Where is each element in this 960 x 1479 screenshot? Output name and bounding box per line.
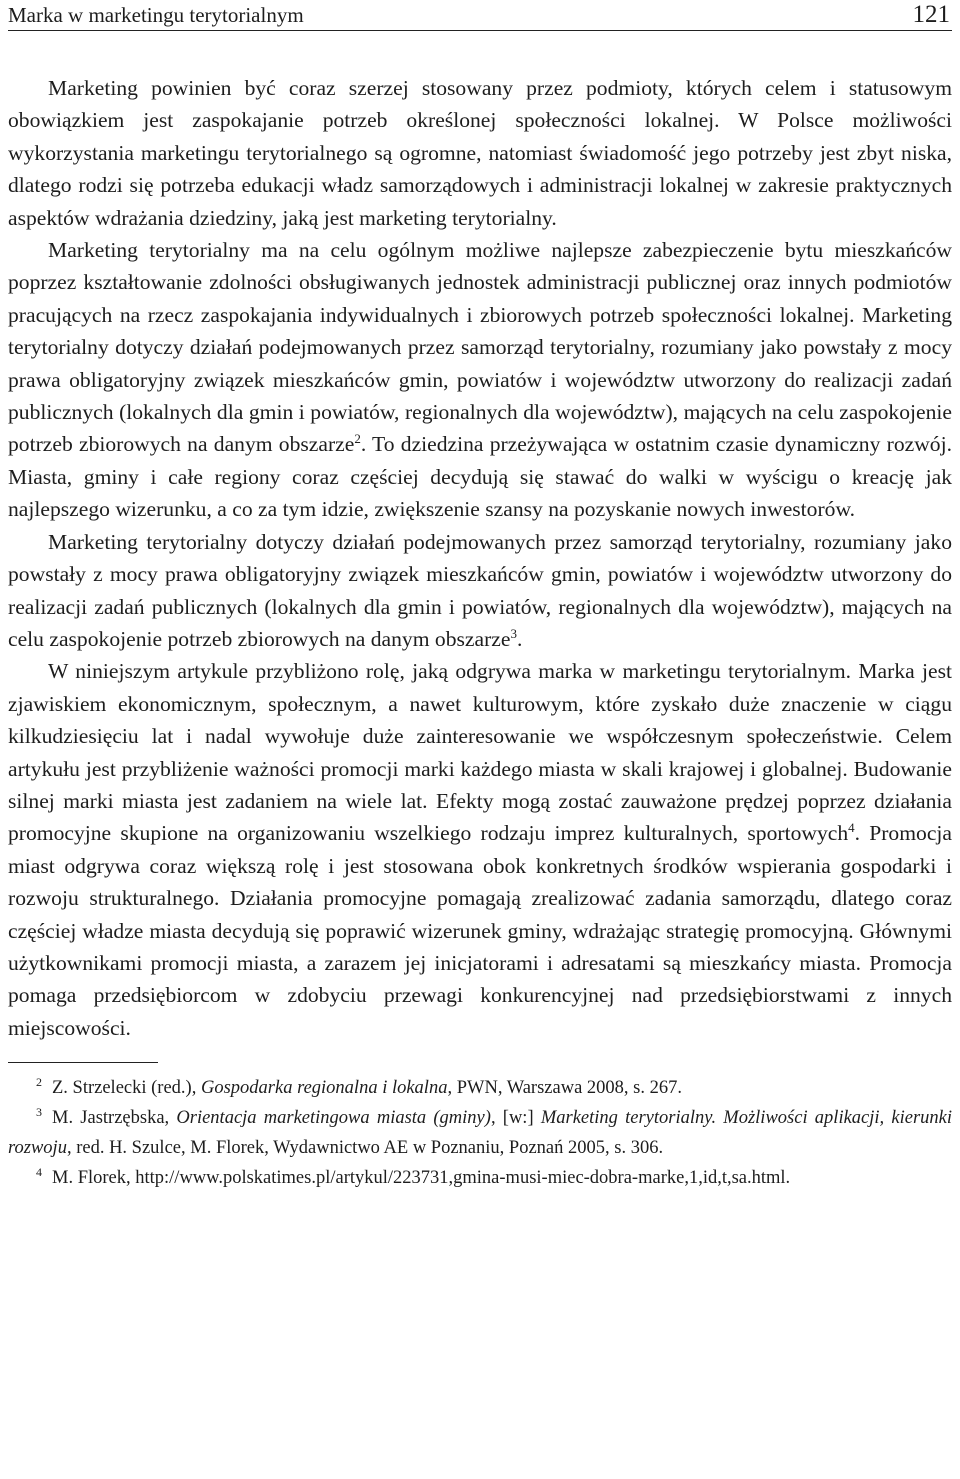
footnote-ref: 2	[36, 1075, 42, 1090]
italic-title: Marketing terytorialny. Możliwości aplikacji, kierunki rozwoju	[8, 1108, 952, 1159]
paragraph-1	[8, 72, 952, 234]
text-run: Marketing powinien być coraz szerzej stosowany przez podmioty, których celem i statusowym obowiązkiem jest zaspokajanie potrzeb określonej społeczności lokalnej. W Polsce możliwości wykorzystania marketingu terytorialnego są ogromne, natomiast świadomość jego potrzeby jest zbyt niska, dlatego rodzi się potrzeba edukacji władz samorządowych i administracji lokalnej w zakresie praktycznych aspektów wdrażania dziedziny, jaką jest marketing terytorialny.	[8, 76, 952, 230]
italic-title: Orientacja marketingowa miasta (gminy)	[176, 1108, 491, 1129]
footnotes	[8, 1073, 952, 1193]
text-run: .	[516, 626, 523, 651]
footnote-ref: 2	[354, 431, 361, 447]
text-run: Marketing terytorialny dotyczy działań podejmowanych przez samorząd terytorialny, rozumiany jako powstały z mocy prawa obligatoryjny związek mieszkańców gmin, powiatów i województw utworzony do realizacji zadań publicznych (lokalnych dla gmin i powiatów, regionalnych dla województw), mających na celu zaspokojenie potrzeb zbiorowych na danym obszarze	[8, 529, 952, 651]
text-run: Z. Strzelecki (red.),	[52, 1078, 201, 1099]
text-run: . To dziedzina przeżywająca w ostatnim czasie dynamiczny rozwój. Miasta, gminy i całe regiony coraz częściej decydują się stawać do walki w wyścigu o kreację jak najlepszego wizerunku, a co za tym idzie, zwiększenie szansy na pozyskanie nowych inwestorów.	[8, 432, 952, 522]
footnote-ref: 4	[36, 1165, 42, 1180]
text-run: W niniejszym artykule przybliżono rolę, jaką odgrywa marka w marketingu terytorialnym. Marka jest zjawiskiem ekonomicznym, społecznym, a nawet kulturowym, które zyskało duże znaczenie w ciągu kilkudziesięciu lat i nadal wywołuje duże zainteresowanie we współczesnym społeczeństwie. Celem artykułu jest przybliżenie ważności promocji marki każdego miasta w skali krajowej i globalnej. Budowanie silnej marki miasta jest zadaniem na wiele lat. Efekty mogą zostać zauważone prędzej poprzez działania promocyjne skupione na organizowaniu wszelkiego rodzaju imprez kulturalnych, sportowych	[8, 659, 952, 846]
paragraph-2	[8, 234, 952, 526]
footnote-2	[8, 1073, 952, 1103]
body-text	[8, 72, 952, 1044]
running-header	[8, 0, 952, 31]
text-run: , [w:]	[490, 1108, 541, 1129]
text-run: , PWN, Warszawa 2008, s. 267.	[447, 1078, 682, 1099]
italic-title: Gospodarka regionalna i lokalna	[200, 1078, 448, 1099]
footnote-3	[8, 1103, 952, 1163]
text-run: . Promocja miast odgrywa coraz większą rolę i jest stosowana obok konkretnych środków wspierania gospodarki i rozwoju strukturalnego. Działania promocyjne pomagają zrealizować zadania samorządu, dlatego coraz częściej władze miasta decydują się poprawić wizerunek gminy, wdrażając strategię promocyjną. Głównymi użytkownikami promocji miasta, a zarazem jej inicjatorami i adresatami są mieszkańcy miasta. Promocja pomaga przedsiębiorcom w zdobyciu przewagi konkurencyjnej nad przedsiębiorstwami z innych miejscowości.	[8, 821, 952, 1040]
page-number: 121	[912, 1, 950, 28]
text-run: M. Florek, http://www.polskatimes.pl/artykul/223731,gmina-musi-miec-dobra-marke,1,id,t,sa.html.	[52, 1168, 791, 1189]
paragraph-4	[8, 655, 952, 1044]
text-run: , red. H. Szulce, M. Florek, Wydawnictwo AE w Poznaniu, Poznań 2005, s. 306.	[66, 1138, 664, 1159]
footnote-ref: 4	[848, 820, 855, 836]
running-title: Marka w marketingu terytorialnym	[8, 3, 304, 27]
text-run: M. Jastrzębska,	[52, 1108, 177, 1129]
paragraph-3	[8, 526, 952, 656]
footnote-ref: 3	[510, 625, 517, 641]
footnote-4	[8, 1163, 952, 1193]
footnote-ref: 3	[36, 1105, 42, 1120]
footnote-separator	[8, 1062, 158, 1063]
text-run: Marketing terytorialny ma na celu ogólnym możliwe najlepsze zabezpieczenie bytu mieszkańców poprzez kształtowanie zdolności obsługiwanych jednostek administracji publicznej oraz innych podmiotów pracujących na rzecz zaspokajania indywidualnych i zbiorowych potrzeb społeczności lokalnej. Marketing terytorialny dotyczy działań podejmowanych przez samorząd terytorialny, rozumiany jako powstały z mocy prawa obligatoryjny związek mieszkańców gmin, powiatów i województw utworzony do realizacji zadań publicznych (lokalnych dla gmin i powiatów, regionalnych dla województw), mających na celu zaspokojenie potrzeb zbiorowych na danym obszarze	[8, 238, 952, 457]
